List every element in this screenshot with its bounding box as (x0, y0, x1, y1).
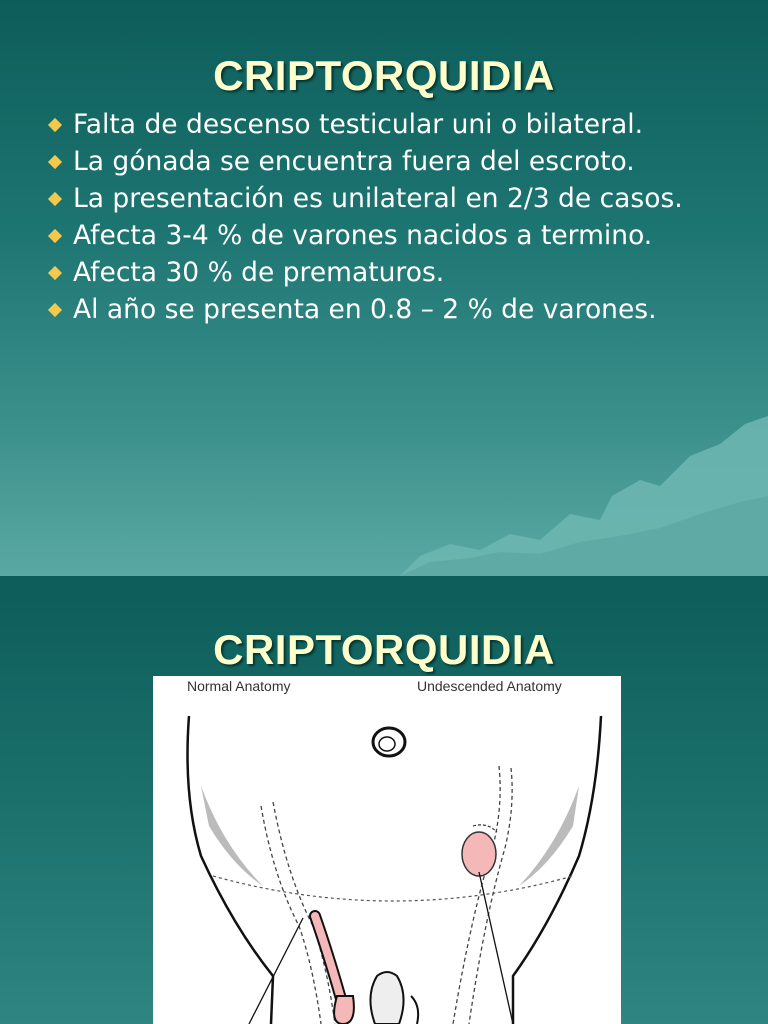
diamond-bullet-icon (48, 229, 62, 243)
bullet-item: La gónada se encuentra fuera del escroto. (48, 145, 748, 179)
bullet-item: La presentación es unilateral en 2/3 de casos. (48, 182, 748, 216)
anatomy-drawing (153, 676, 621, 1024)
slide-2-title: CRIPTORQUIDIA (213, 626, 555, 673)
mountain-decoration (0, 416, 768, 576)
bullet-item: Falta de descenso testicular uni o bilateral. (48, 108, 748, 142)
bullet-item: Afecta 3-4 % de varones nacidos a termino. (48, 219, 748, 253)
slide-1-title: CRIPTORQUIDIA (213, 52, 555, 99)
bullet-item: Al año se presenta en 0.8 – 2 % de varones. (48, 293, 748, 327)
normal-anatomy-label: Normal Anatomy (187, 678, 291, 694)
undescended-anatomy-label: Undescended Anatomy (417, 678, 562, 694)
bullet-item: Afecta 30 % de prematuros. (48, 256, 748, 290)
anatomy-illustration (153, 676, 621, 1024)
diamond-bullet-icon (48, 118, 62, 132)
diamond-bullet-icon (48, 266, 62, 280)
diamond-bullet-icon (48, 155, 62, 169)
diamond-bullet-icon (48, 303, 62, 317)
slide-2 (0, 576, 768, 1024)
diamond-bullet-icon (48, 192, 62, 206)
bullet-list (48, 108, 748, 330)
